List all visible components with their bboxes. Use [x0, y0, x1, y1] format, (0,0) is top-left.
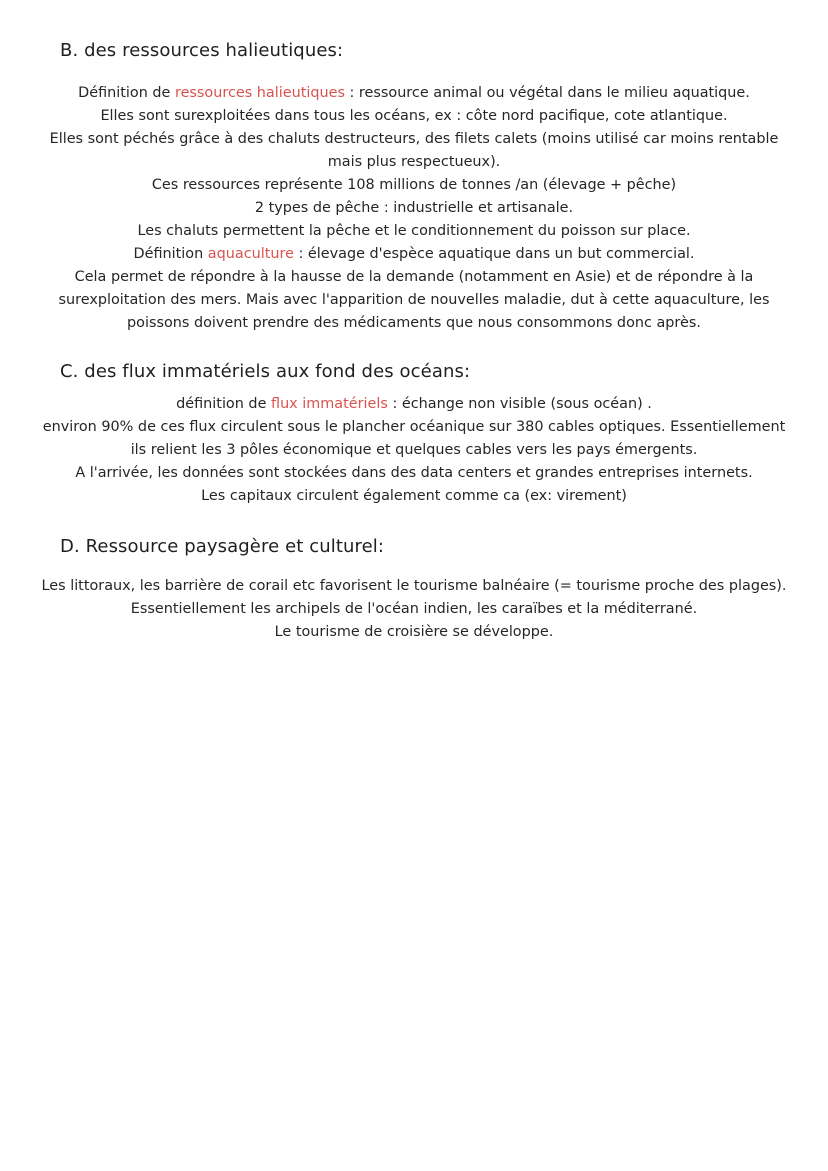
- section-d-heading: D. Ressource paysagère et culturel:: [60, 536, 385, 557]
- section-b-line-8: Définition aquaculture : élevage d'espèce aquatique dans un but commercial.: [133, 246, 695, 262]
- section-c-line-3: ils relient les 3 pôles économique et quelques cables vers les pays émergents.: [130, 442, 698, 458]
- section-b-line-3: Elles sont péchés grâce à des chaluts destructeurs, des filets calets (moins utilisé car moins rentable: [49, 131, 779, 147]
- section-b-line-1: Définition de ressources halieutiques : ressource animal ou végétal dans le milieu aquatique.: [78, 85, 750, 101]
- section-b-heading: B. des ressources halieutiques:: [60, 40, 344, 61]
- section-b-line-2: Elles sont surexploitées dans tous les océans, ex : côte nord pacifique, cote atlantique.: [100, 108, 728, 124]
- section-d-line-1: Les littoraux, les barrière de corail etc favorisent le tourisme balnéaire (= tourisme proche des plages).: [41, 578, 787, 594]
- section-c-line-2: environ 90% de ces flux circulent sous le plancher océanique sur 380 cables optiques. Essentiellement: [42, 419, 786, 435]
- section-b-line-10: surexploitation des mers. Mais avec l'apparition de nouvelles maladie, dut à cette aquaculture, les: [58, 292, 770, 308]
- section-d-line-2: Essentiellement les archipels de l'océan indien, les caraïbes et la méditerrané.: [130, 601, 698, 617]
- section-b-body: [0, 82, 828, 335]
- section-b-line-5: Ces ressources représente 108 millions de tonnes /an (élevage + pêche): [151, 177, 677, 193]
- section-b-line-9: Cela permet de répondre à la hausse de la demande (notamment en Asie) et de répondre à la: [74, 269, 754, 285]
- section-b-line-4: mais plus respectueux).: [327, 154, 501, 170]
- term-aquaculture: aquaculture: [207, 246, 294, 262]
- section-c-line-4: A l'arrivée, les données sont stockées dans des data centers et grandes entreprises internets.: [75, 465, 753, 481]
- term-flux-immateriels: flux immatériels: [271, 396, 388, 412]
- section-c-body: [0, 393, 828, 508]
- section-b-line-7: Les chaluts permettent la pêche et le conditionnement du poisson sur place.: [137, 223, 691, 239]
- section-b-line-6: 2 types de pêche : industrielle et artisanale.: [254, 200, 574, 216]
- term-ressources-halieutiques: ressources halieutiques: [174, 85, 345, 101]
- section-b-line-11: poissons doivent prendre des médicaments que nous consommons donc après.: [127, 315, 701, 331]
- section-c-line-1: définition de flux immatériels : échange non visible (sous océan) .: [176, 396, 652, 412]
- section-c-line-5: Les capitaux circulent également comme ca (ex: virement): [201, 488, 627, 504]
- section-d-body: [0, 575, 828, 644]
- section-c-heading: C. des flux immatériels aux fond des océans:: [60, 361, 471, 382]
- section-d-line-3: Le tourisme de croisière se développe.: [274, 624, 554, 640]
